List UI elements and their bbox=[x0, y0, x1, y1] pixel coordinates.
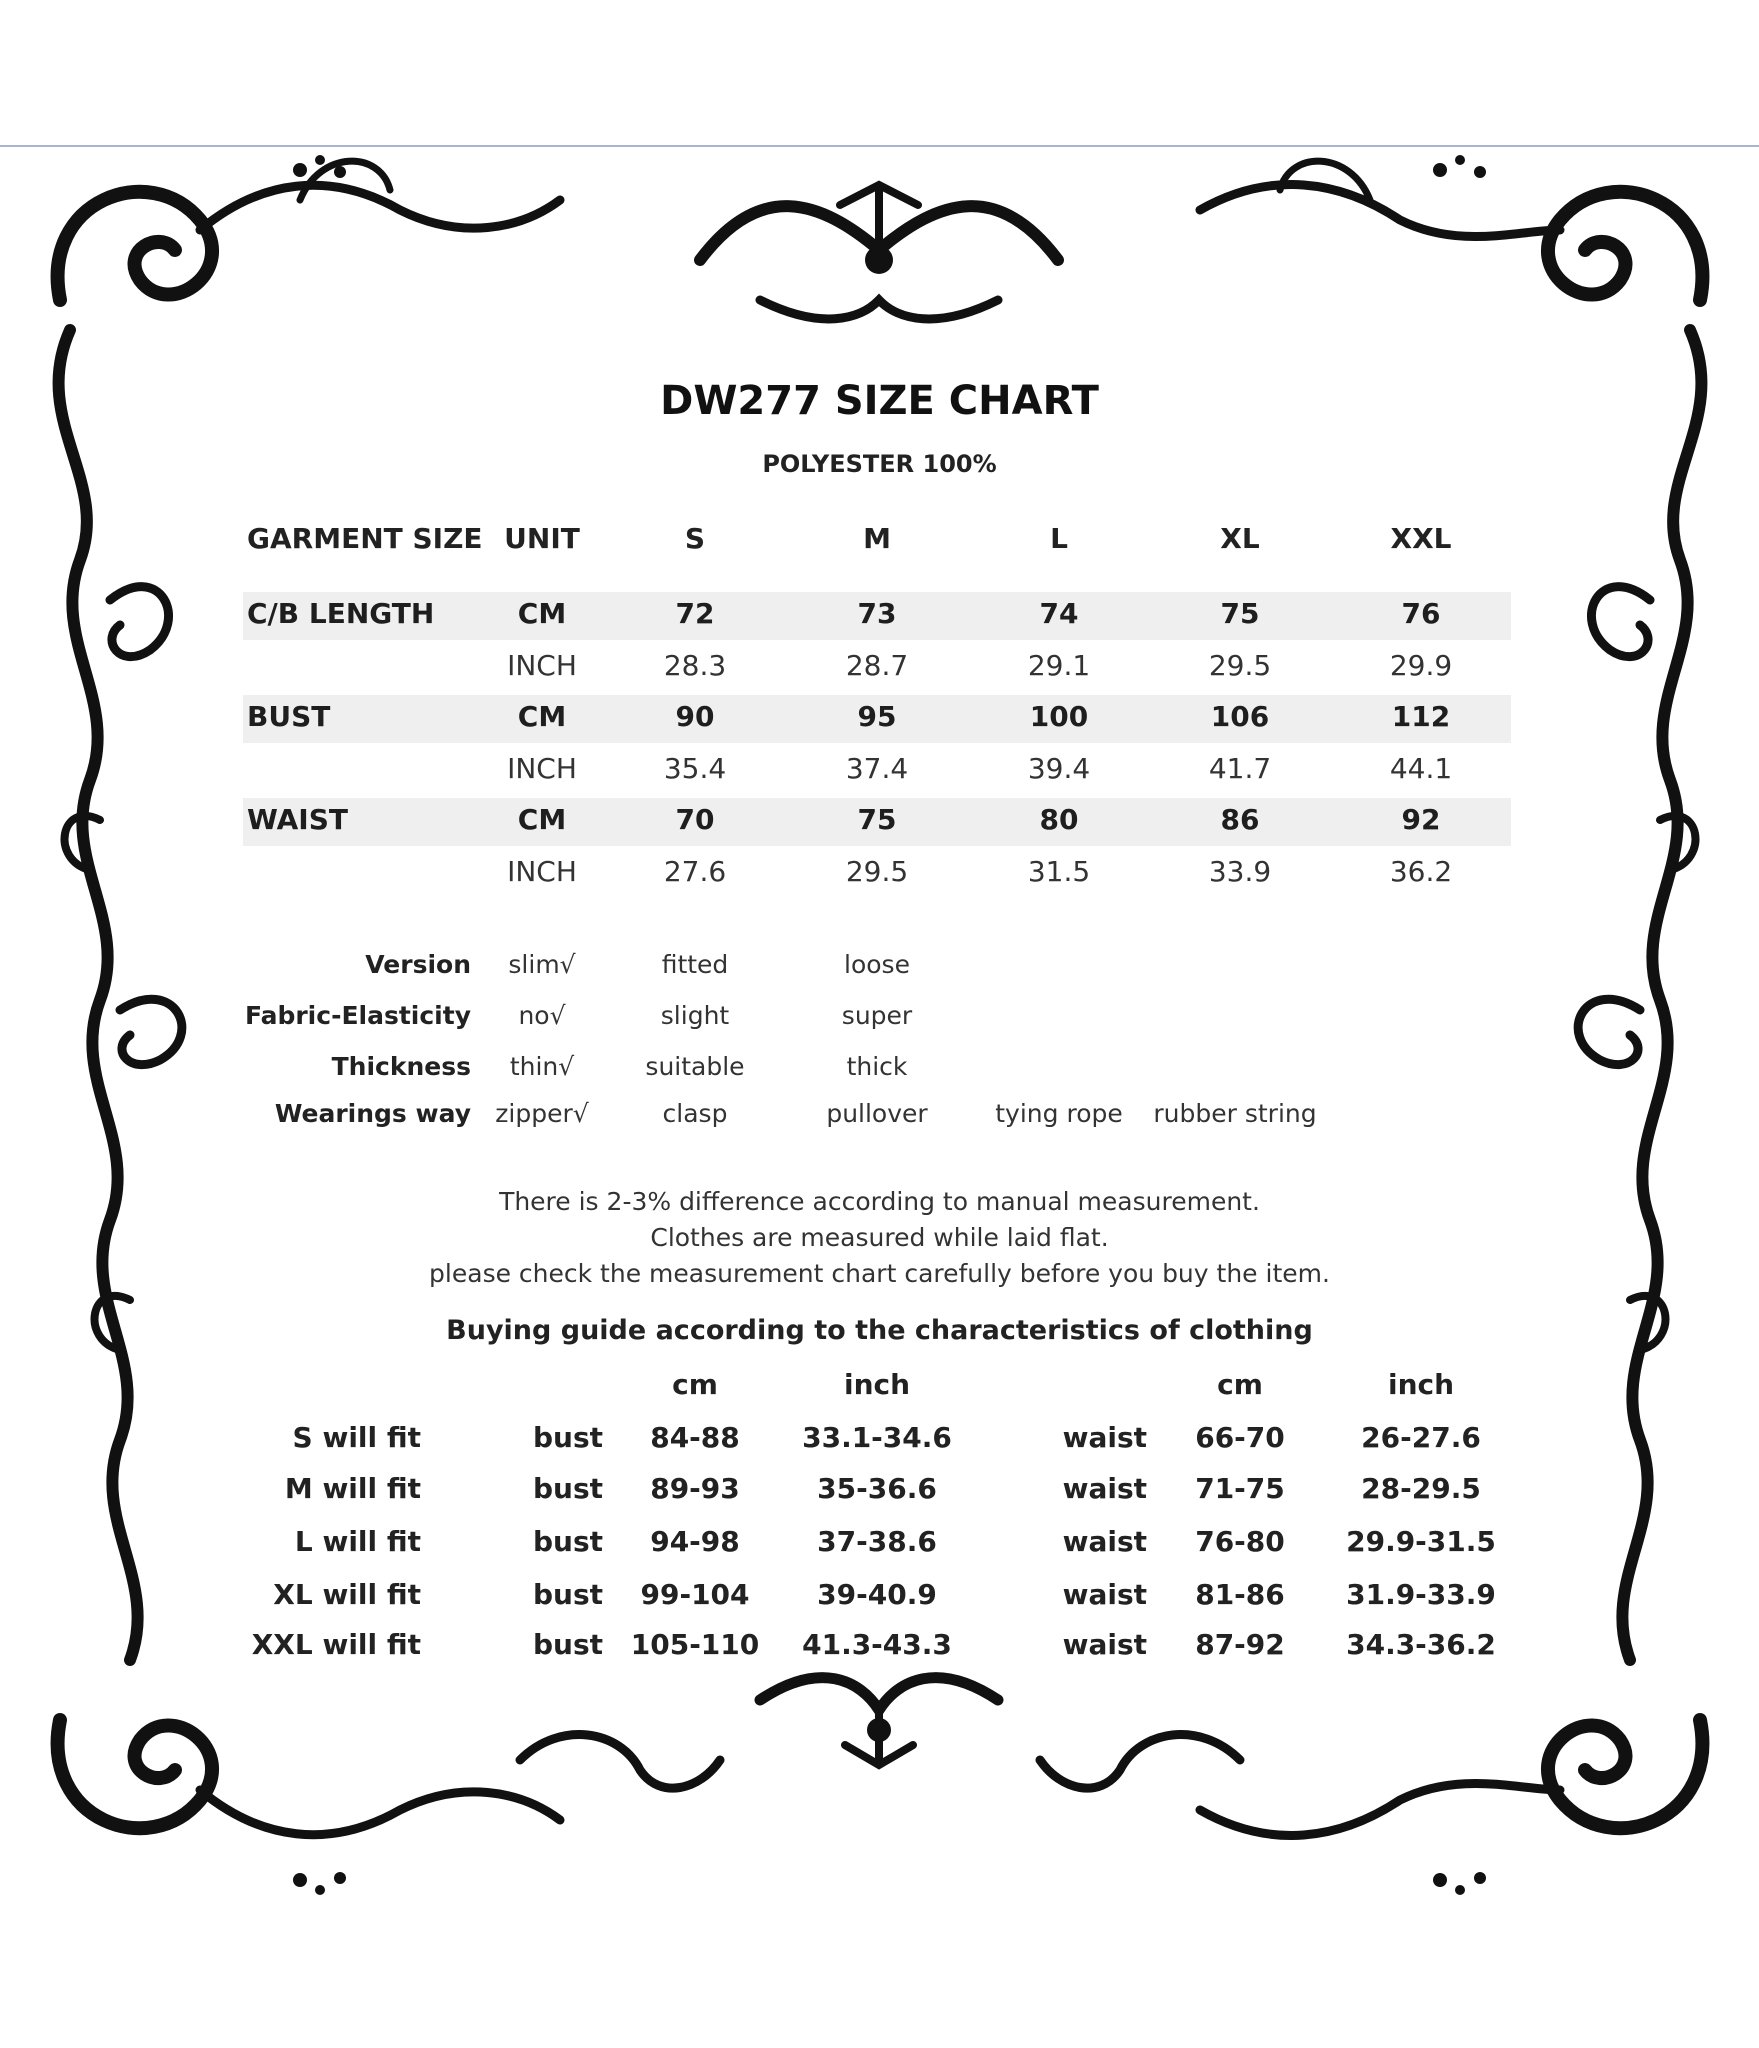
guide-cell: 99-104 bbox=[640, 1578, 750, 1611]
table-cell: 29.9 bbox=[1389, 649, 1453, 682]
guide-waist-label: waist bbox=[1062, 1525, 1147, 1558]
guide-bust-label: bust bbox=[532, 1472, 603, 1505]
page-title: DW277 SIZE CHART bbox=[660, 378, 1099, 424]
table-cell: 75 bbox=[1220, 597, 1260, 630]
guide-cell: 84-88 bbox=[650, 1421, 740, 1454]
guide-cell: 89-93 bbox=[650, 1472, 740, 1505]
attr-option: suitable bbox=[645, 1052, 745, 1081]
attr-option: slight bbox=[660, 1001, 730, 1030]
guide-cell: 87-92 bbox=[1195, 1628, 1285, 1661]
table-cell: 95 bbox=[857, 700, 897, 733]
guide-bust-label: bust bbox=[532, 1628, 603, 1661]
table-cell: 31.5 bbox=[1027, 855, 1091, 888]
guide-size: S will fit bbox=[292, 1421, 421, 1454]
guide-cell: 39-40.9 bbox=[817, 1578, 937, 1611]
guide-cell: 28-29.5 bbox=[1361, 1472, 1481, 1505]
left-band bbox=[59, 330, 138, 1660]
attr-label-version: Version bbox=[365, 950, 471, 979]
guide-bust-label: bust bbox=[532, 1578, 603, 1611]
table-cell: 86 bbox=[1220, 803, 1260, 836]
guide-cell: 34.3-36.2 bbox=[1346, 1628, 1496, 1661]
attr-option: thick bbox=[846, 1052, 908, 1081]
guide-size: M will fit bbox=[284, 1472, 421, 1505]
guide-cell: 94-98 bbox=[650, 1525, 740, 1558]
buying-guide-title: Buying guide according to the characteristics of clothing bbox=[446, 1315, 1313, 1346]
attr-option: pullover bbox=[826, 1099, 928, 1128]
bottom-left-scroll bbox=[58, 1720, 212, 1828]
table-cell: 29.5 bbox=[845, 855, 909, 888]
guide-waist-label: waist bbox=[1062, 1628, 1147, 1661]
table-cell: 35.4 bbox=[663, 752, 727, 785]
guide-cell: 66-70 bbox=[1195, 1421, 1285, 1454]
attr-option: thin√ bbox=[509, 1052, 575, 1081]
table-cell: 28.3 bbox=[663, 649, 727, 682]
guide-cell: 37-38.6 bbox=[817, 1525, 937, 1558]
attr-label-wearings-way: Wearings way bbox=[274, 1099, 471, 1128]
guide-size: XXL will fit bbox=[251, 1628, 421, 1661]
guide-bust-label: bust bbox=[532, 1525, 603, 1558]
guide-cell: 81-86 bbox=[1195, 1578, 1285, 1611]
guide-col-cm: cm bbox=[1217, 1368, 1263, 1401]
row-unit: CM bbox=[517, 803, 567, 836]
header-xl: XL bbox=[1220, 522, 1260, 555]
attr-option: no√ bbox=[518, 1001, 566, 1030]
guide-size: L will fit bbox=[294, 1525, 421, 1558]
table-cell: 36.2 bbox=[1389, 855, 1453, 888]
attr-option: fitted bbox=[661, 950, 729, 979]
guide-cell: 41.3-43.3 bbox=[802, 1628, 952, 1661]
table-cell: 39.4 bbox=[1027, 752, 1091, 785]
row-unit: INCH bbox=[507, 649, 577, 682]
guide-cell: 33.1-34.6 bbox=[802, 1421, 952, 1454]
table-cell: 37.4 bbox=[845, 752, 909, 785]
bottom-center-ornament bbox=[760, 1678, 998, 1710]
attr-option: zipper√ bbox=[495, 1099, 589, 1128]
table-cell: 27.6 bbox=[663, 855, 727, 888]
header-unit: UNIT bbox=[504, 522, 580, 555]
guide-cell: 29.9-31.5 bbox=[1346, 1525, 1496, 1558]
table-cell: 41.7 bbox=[1208, 752, 1272, 785]
table-cell: 100 bbox=[1029, 700, 1089, 733]
table-cell: 33.9 bbox=[1208, 855, 1272, 888]
top-left-scroll bbox=[58, 192, 212, 300]
table-cell: 112 bbox=[1391, 700, 1451, 733]
guide-waist-label: waist bbox=[1062, 1578, 1147, 1611]
row-label: BUST bbox=[247, 700, 331, 733]
note-line: please check the measurement chart carefully before you buy the item. bbox=[429, 1259, 1330, 1288]
attr-option: loose bbox=[844, 950, 910, 979]
bottom-right-scroll bbox=[1548, 1720, 1702, 1828]
table-cell: 92 bbox=[1401, 803, 1441, 836]
attr-label-fabric-elasticity: Fabric-Elasticity bbox=[244, 1001, 471, 1030]
guide-col-inch: inch bbox=[1387, 1368, 1455, 1401]
guide-cell: 35-36.6 bbox=[817, 1472, 937, 1505]
guide-cell: 26-27.6 bbox=[1361, 1421, 1481, 1454]
note-line: There is 2-3% difference according to manual measurement. bbox=[499, 1187, 1260, 1216]
guide-waist-label: waist bbox=[1062, 1472, 1147, 1505]
page-subtitle: POLYESTER 100% bbox=[762, 450, 997, 478]
guide-col-inch: inch bbox=[843, 1368, 911, 1401]
row-unit: CM bbox=[517, 597, 567, 630]
top-right-scroll bbox=[1548, 192, 1702, 300]
guide-cell: 76-80 bbox=[1195, 1525, 1285, 1558]
table-cell: 90 bbox=[675, 700, 715, 733]
table-cell: 106 bbox=[1210, 700, 1270, 733]
row-label: C/B LENGTH bbox=[247, 597, 435, 630]
attr-option: tying rope bbox=[995, 1099, 1123, 1128]
table-cell: 28.7 bbox=[845, 649, 909, 682]
guide-bust-label: bust bbox=[532, 1421, 603, 1454]
note-line: Clothes are measured while laid flat. bbox=[650, 1223, 1109, 1252]
attr-label-thickness: Thickness bbox=[331, 1052, 471, 1081]
row-label: WAIST bbox=[247, 803, 348, 836]
attr-option: super bbox=[841, 1001, 913, 1030]
guide-cell: 31.9-33.9 bbox=[1346, 1578, 1496, 1611]
guide-waist-label: waist bbox=[1062, 1421, 1147, 1454]
guide-size: XL will fit bbox=[273, 1578, 421, 1611]
table-cell: 80 bbox=[1039, 803, 1079, 836]
table-cell: 73 bbox=[857, 597, 897, 630]
guide-cell: 71-75 bbox=[1195, 1472, 1285, 1505]
table-cell: 72 bbox=[675, 597, 715, 630]
guide-cell: 105-110 bbox=[630, 1628, 760, 1661]
table-cell: 44.1 bbox=[1389, 752, 1453, 785]
header-l: L bbox=[1050, 522, 1068, 555]
table-cell: 74 bbox=[1039, 597, 1079, 630]
row-unit: INCH bbox=[507, 752, 577, 785]
table-cell: 29.5 bbox=[1208, 649, 1272, 682]
header-s: S bbox=[684, 522, 706, 555]
right-band bbox=[1622, 330, 1701, 1660]
table-cell: 29.1 bbox=[1027, 649, 1091, 682]
attr-option: slim√ bbox=[508, 950, 576, 979]
attr-option: clasp bbox=[662, 1099, 728, 1128]
header-xxl: XXL bbox=[1390, 522, 1452, 555]
header-m: M bbox=[863, 522, 891, 555]
header-garment-size: GARMENT SIZE bbox=[247, 522, 483, 555]
row-unit: CM bbox=[517, 700, 567, 733]
table-cell: 75 bbox=[857, 803, 897, 836]
table-cell: 76 bbox=[1401, 597, 1441, 630]
table-cell: 70 bbox=[675, 803, 715, 836]
row-unit: INCH bbox=[507, 855, 577, 888]
guide-col-cm: cm bbox=[672, 1368, 718, 1401]
attr-option: rubber string bbox=[1153, 1099, 1317, 1128]
